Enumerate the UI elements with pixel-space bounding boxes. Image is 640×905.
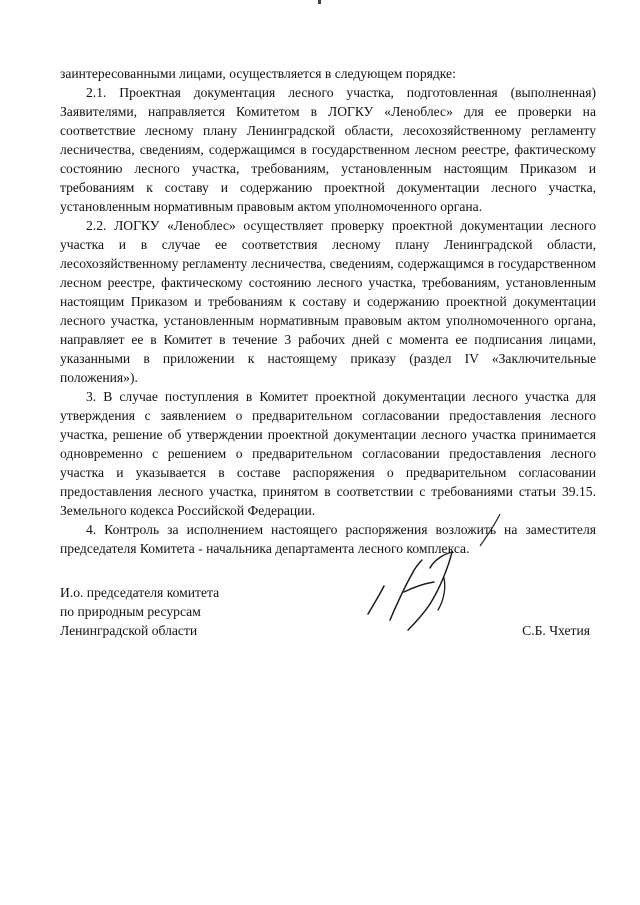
pen-stroke-mark xyxy=(470,512,510,548)
signatory-title-line-3: Ленинградской области xyxy=(60,623,198,638)
signatory-name: С.Б. Чхетия xyxy=(522,623,590,638)
signatory-title-line-1: И.о. председателя комитета xyxy=(60,585,220,600)
signatory-title xyxy=(60,583,596,640)
paragraph-2-1: 2.1. Проектная документация лесного участка, подготовленная (выполненная) Заявителями, направляется Комитетом в ЛОГКУ «Леноблес» для ее проверки на соответствие лесному плану Ленинградской области, лесохозяйственному регламенту лесничества, сведениям, содержащимся в государственном лесном реестре, фактическому состоянию лесного участка, требованиям, установленным настоящим Приказом и требованиям к составу и содержанию проектной документации лесного участка, установленным нормативным правовым актом уполномоченного органа. xyxy=(60,85,596,214)
signature-block xyxy=(60,583,596,640)
paragraph-3: 3. В случае поступления в Комитет проектной документации лесного участка для утверждения с заявлением о предварительном согласовании предоставления лесного участка, решение об утверждении проектной документации лесного участка принимается одновременно с решением о предварительном согласовании предоставления лесного участка и указывается в составе распоряжения о предварительном согласовании предоставления лесного участка, принятом в соответствии с требованиями статьи 39.15. Земельного кодекса Российской Федерации. xyxy=(60,389,596,518)
signatory-title-line-2: по природным ресурсам xyxy=(60,604,201,619)
scan-artifact xyxy=(318,0,321,4)
paragraph-intro-continuation: заинтересованными лицами, осуществляется в следующем порядке: xyxy=(60,66,456,81)
paragraph-4: 4. Контроль за исполнением настоящего распоряжения возложить на заместителя председателя Комитета - начальника департамента лесного комплекса. xyxy=(60,522,596,556)
paragraph-2-2: 2.2. ЛОГКУ «Леноблес» осуществляет проверку проектной документации лесного участка и в случае ее соответствия лесному плану Ленинградской области, лесохозяйственному регламенту лесничества, сведениям, содержащимся в государственном лесном реестре, фактическому состоянию лесного участка, требованиям, установленным настоящим Приказом и требованиям к составу и содержанию проектной документации лесного участка, установленным нормативным правовым актом уполномоченного органа, направляет ее в Комитет в течение 3 рабочих дней с момента ее подписания лицами, указанными в приложении к настоящему приказу (раздел IV «Заключительные положения»). xyxy=(60,218,596,385)
document-body xyxy=(60,64,596,558)
handwritten-signature xyxy=(360,548,480,634)
